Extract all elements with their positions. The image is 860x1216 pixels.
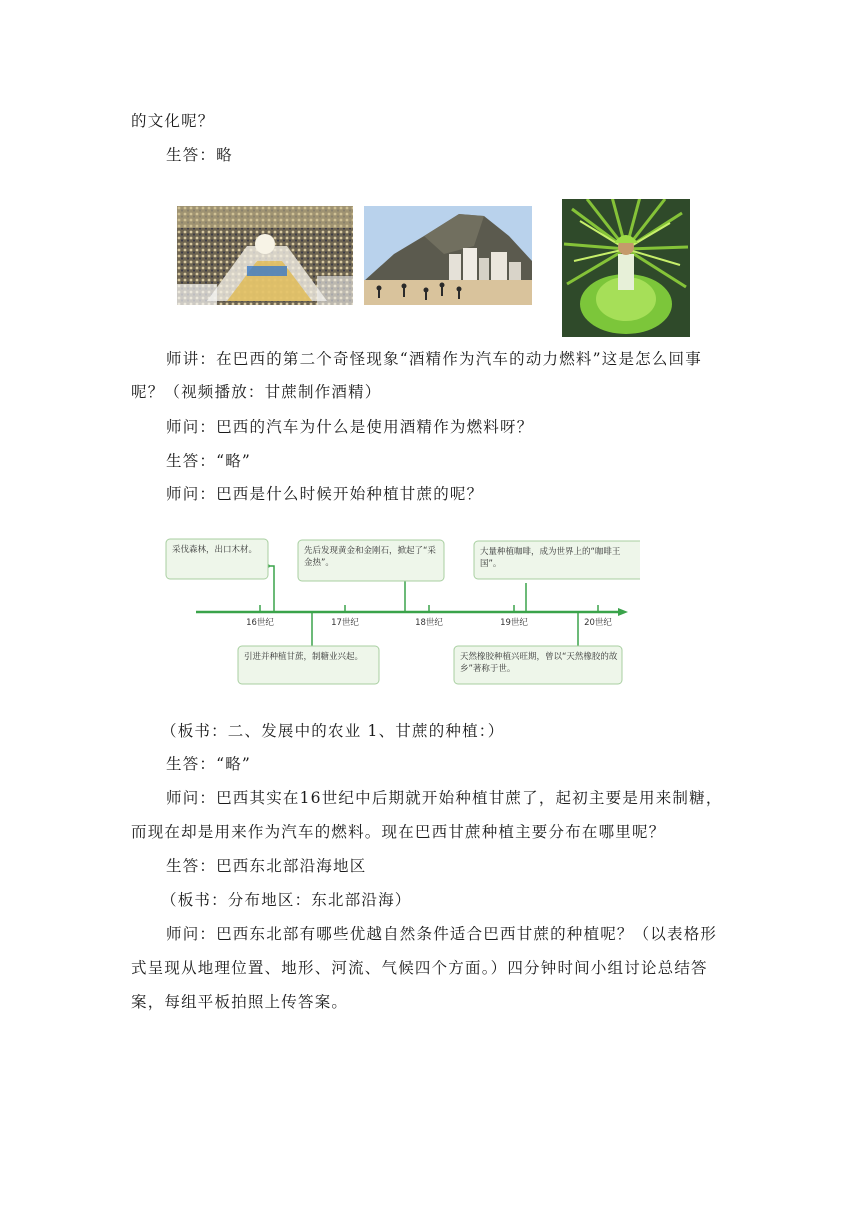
event-text: 天然橡胶种植兴旺期，曾以“天然橡胶的故乡”著称于世。 xyxy=(460,652,618,674)
text-line: （板书：二、发展中的农业 1、甘蔗的种植：） xyxy=(161,722,505,740)
text-line: 师问：巴西其实在16世纪中后期就开始种植甘蔗了，起初主要是用来制糖， xyxy=(166,789,723,807)
event-text: 采伐森林，出口木材。 xyxy=(172,545,258,555)
century-label: 20世纪 xyxy=(584,618,612,628)
rio-beach-photo xyxy=(364,206,532,305)
text-line: （板书：分布地区：东北部沿海） xyxy=(161,891,412,909)
text-line: 案，每组平板拍照上传答案。 xyxy=(131,993,349,1011)
event-text: 引进并种植甘蔗，制糖业兴起。 xyxy=(244,652,364,662)
timeline-arrow-icon xyxy=(618,608,628,616)
text-line: 生答：略 xyxy=(166,146,233,164)
century-label: 16世纪 xyxy=(246,618,274,628)
event-text: 先后发现黄金和金刚石，掀起了“采金热”。 xyxy=(304,546,436,568)
text-line: 师问：巴西东北部有哪些优越自然条件适合巴西甘蔗的种植呢？（以表格形 xyxy=(166,925,718,943)
text-line: 的文化呢？ xyxy=(131,112,215,130)
text-line: 式呈现从地理位置、地形、河流、气候四个方面。）四分钟时间小组讨论总结答 xyxy=(131,959,708,977)
brazil-history-timeline xyxy=(160,533,640,688)
text-line: 呢？（视频播放：甘蔗制作酒精） xyxy=(131,383,382,401)
text-line: 生答：巴西东北部沿海地区 xyxy=(166,857,367,875)
text-line: 师问：巴西的汽车为什么是使用酒精作为燃料呀？ xyxy=(166,418,534,436)
carnival-dancer-photo xyxy=(562,199,690,337)
century-label: 18世纪 xyxy=(415,618,443,628)
text-line: 师问：巴西是什么时候开始种植甘蔗的呢？ xyxy=(166,485,484,503)
text-line: 生答：“略” xyxy=(166,452,252,470)
century-label: 17世纪 xyxy=(331,618,359,628)
text-line: 师讲：在巴西的第二个奇怪现象“酒精作为汽车的动力燃料”这是怎么回事 xyxy=(166,350,702,368)
text-line: 生答：“略” xyxy=(166,755,252,773)
carnival-stadium-photo xyxy=(177,206,353,305)
text-line: 而现在却是用来作为汽车的燃料。现在巴西甘蔗种植主要分布在哪里呢？ xyxy=(131,823,666,841)
century-label: 19世纪 xyxy=(500,618,528,628)
event-text: 大量种植咖啡，成为世界上的“咖啡王国”。 xyxy=(480,547,621,569)
